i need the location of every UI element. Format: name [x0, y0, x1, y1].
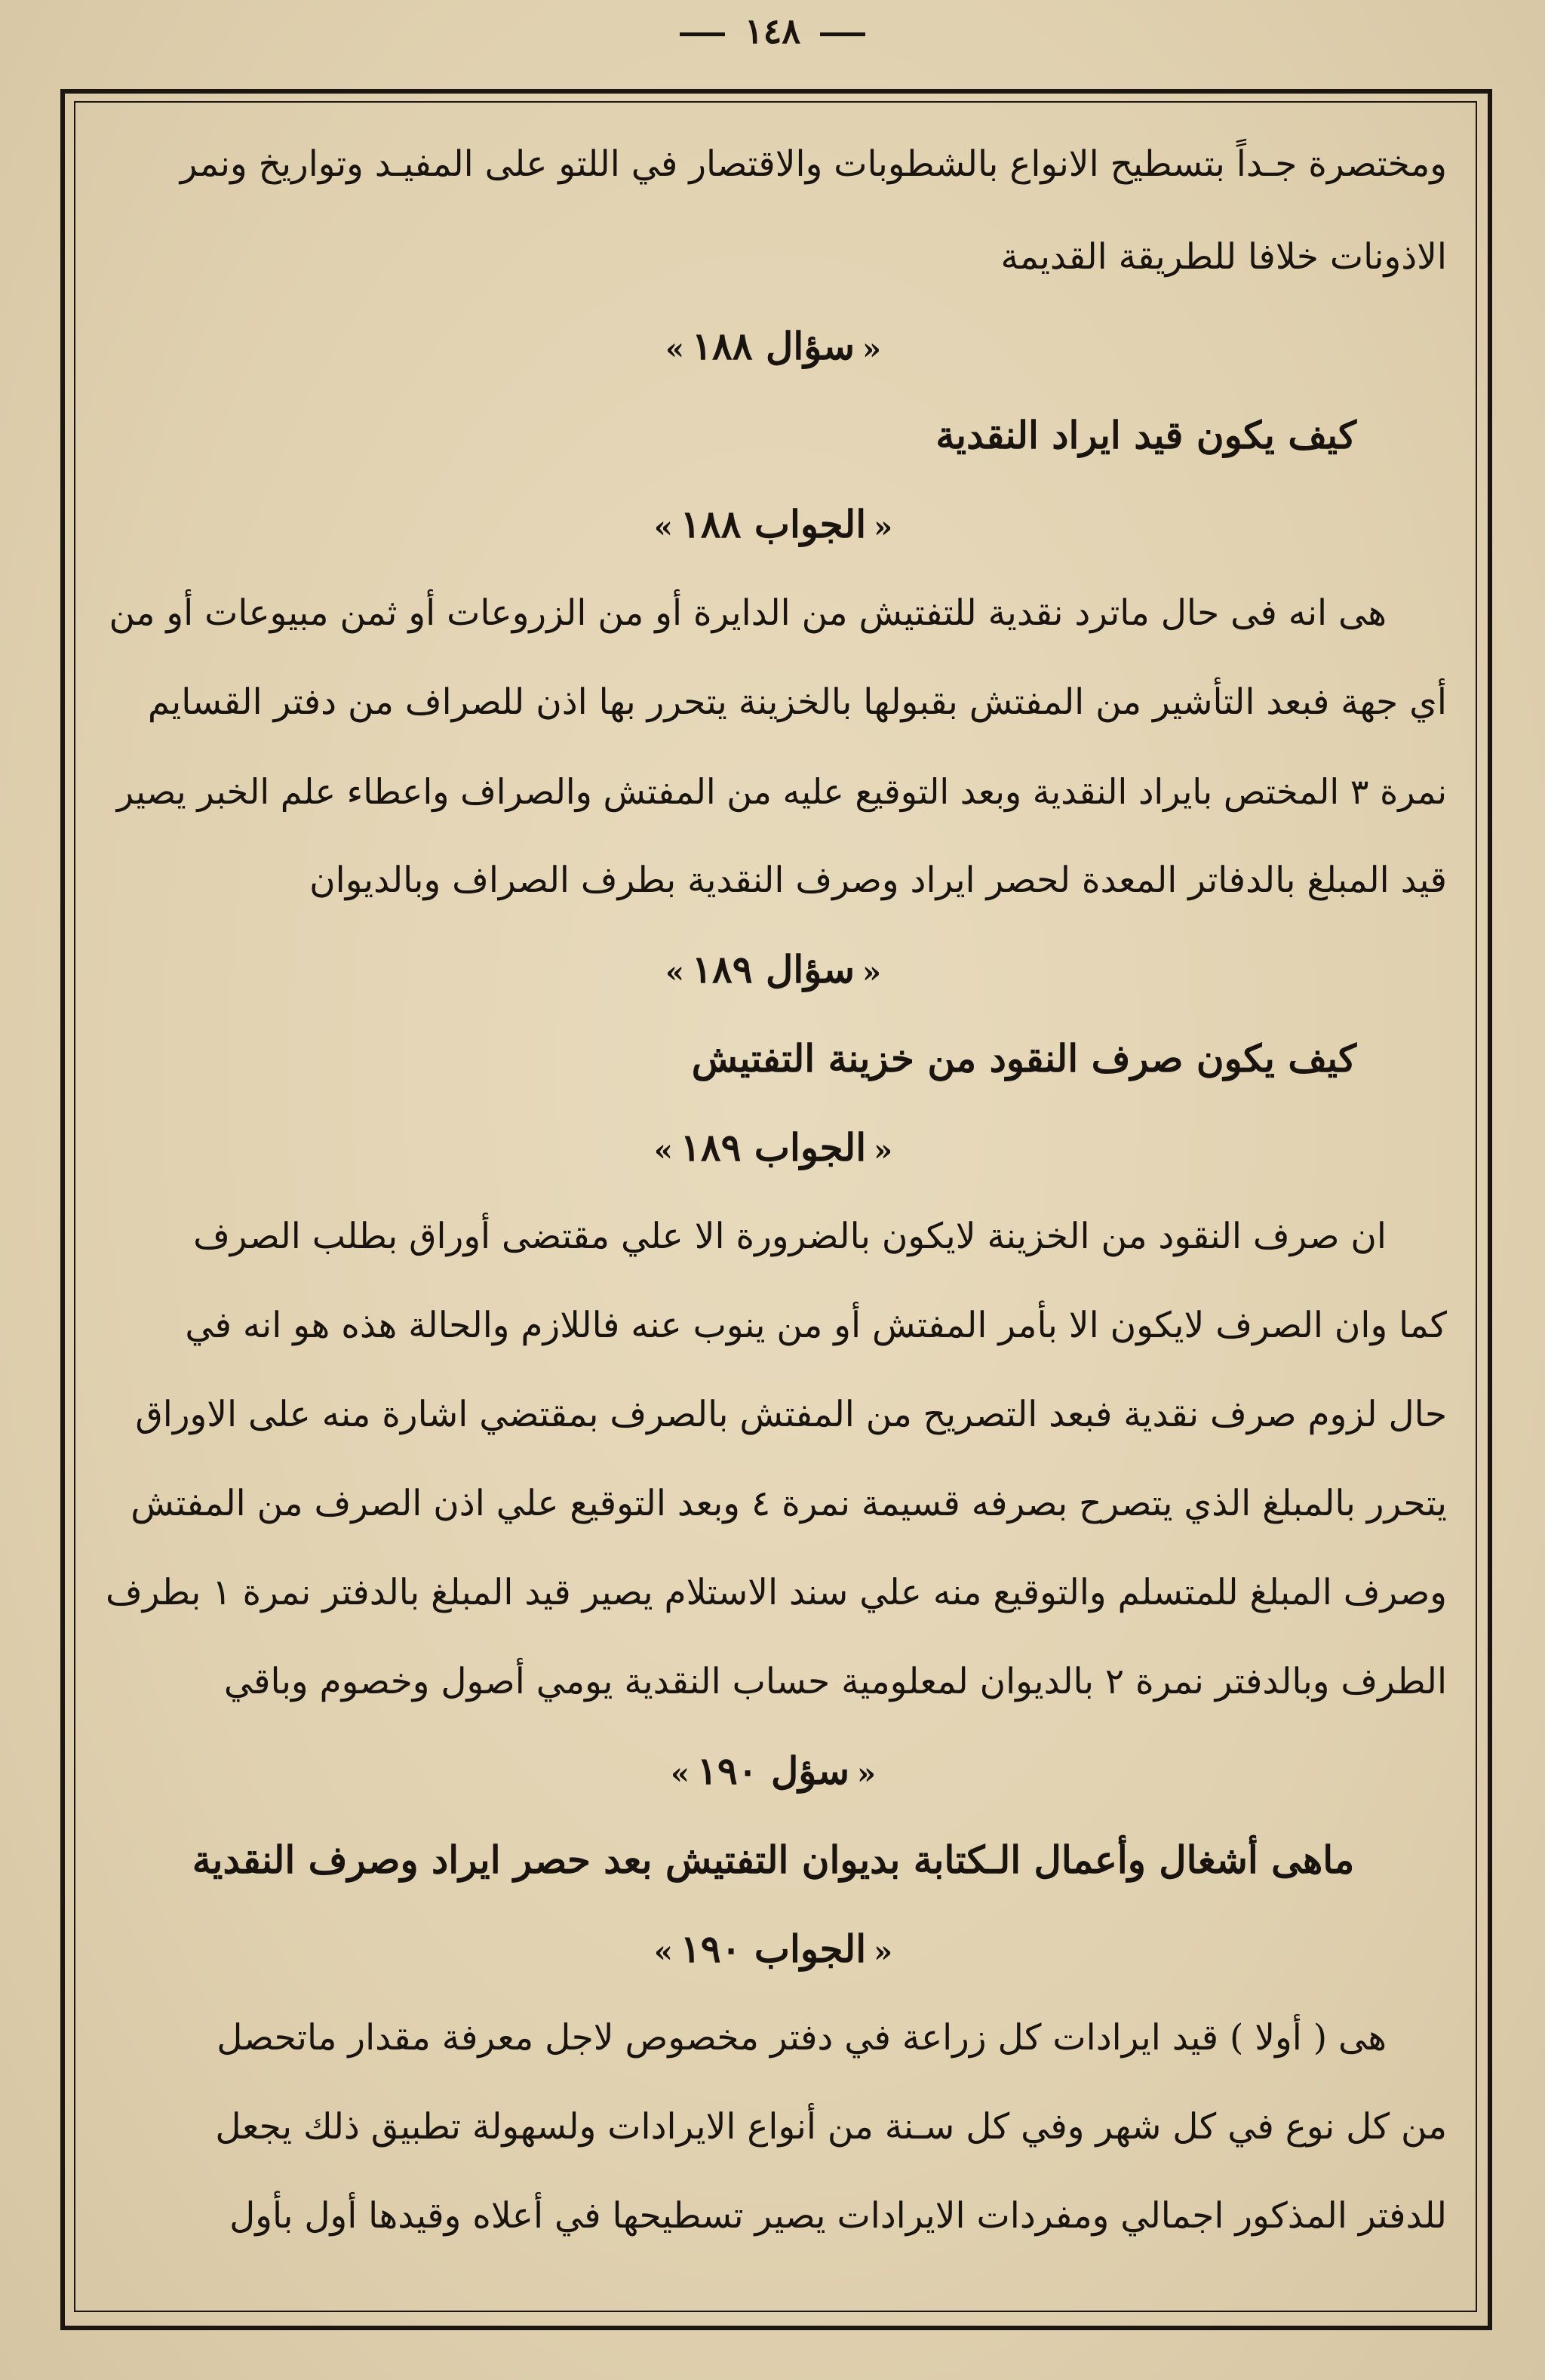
text-line: ومختصرة جـداً بتسطيح الانواع بالشطوبات والاقتصار في اللتو على المفيـد وتواريخ ونمر — [180, 143, 1447, 185]
question-190-text: ماهى أشغال وأعمال الـكتابة بديوان التفتيش بعد حصر ايراد وصرف النقدية — [192, 1837, 1355, 1882]
intro-paragraph — [100, 121, 1447, 302]
ornament-icon: « — [874, 1133, 893, 1168]
page-number-dash-left — [680, 32, 725, 36]
ornament-icon: » — [670, 1756, 690, 1791]
text-line: قيد المبلغ بالدفاتر المعدة لحصر ايراد وصرف النقدية بطرف الصراف وبالديوان — [309, 859, 1447, 901]
ornament-icon: « — [862, 955, 881, 990]
ornament-icon: « — [862, 331, 881, 367]
text-line: وصرف المبلغ للمتسلم والتوقيع منه علي سند الاستلام يصير قيد المبلغ بالدفتر نمرة ١ بطرف — [106, 1572, 1447, 1613]
ornament-icon: « — [874, 1934, 893, 1969]
text-line: هى انه فى حال ماترد نقدية للتفتيش من الدايرة أو من الزروعات أو ثمن مبيوعات أو من — [109, 592, 1387, 634]
answer-189-paragraph — [100, 1192, 1447, 1727]
ornament-icon: » — [653, 1133, 673, 1168]
ornament-icon: » — [665, 331, 685, 367]
answer-188-heading: «الجواب ١٨٨» — [653, 502, 893, 546]
question-189-text: كيف يكون صرف النقود من خزينة التفتيش — [691, 1036, 1356, 1081]
text-line: كما وان الصرف لايكون الا بأمر المفتش أو من ينوب عنه فاللازم والحالة هذه هو انه في — [185, 1305, 1447, 1346]
ornament-icon: « — [874, 509, 893, 545]
answer-190-paragraph — [100, 1994, 1447, 2261]
text-line: أي جهة فبعد التأشير من المفتش بقبولها بالخزينة يتحرر بها اذن للصراف من دفتر القسايم — [147, 681, 1447, 723]
ornament-icon: « — [857, 1756, 877, 1791]
answer-188-paragraph — [100, 569, 1447, 925]
text-line: للدفتر المذكور اجمالي ومفردات الايرادات يصير تسطيحها في أعلاه وقيدها أول بأول — [229, 2195, 1447, 2237]
answer-189-heading: «الجواب ١٨٩» — [653, 1125, 893, 1170]
text-line: الطرف وبالدفتر نمرة ٢ بالديوان لمعلومية حساب النقدية يومي أصول وخصوم وباقي — [223, 1661, 1447, 1702]
page-number-text: ١٤٨ — [744, 11, 801, 51]
page-body — [100, 121, 1447, 2294]
question-190-heading: «سؤل ١٩٠» — [670, 1748, 877, 1793]
text-line: نمرة ٣ المختص بايراد النقدية وبعد التوقيع عليه من المفتش والصراف واعطاء علم الخبر يصير — [116, 771, 1447, 812]
text-line: ان صرف النقود من الخزينة لايكون بالضرورة الا علي مقتضى أوراق بطلب الصرف — [193, 1216, 1387, 1257]
text-line: من كل نوع في كل شهر وفي كل سـنة من أنواع الايرادات ولسهولة تطبيق ذلك يجعل — [215, 2106, 1447, 2148]
ornament-icon: » — [653, 1934, 673, 1969]
question-188-text: كيف يكون قيد ايراد النقدية — [935, 413, 1356, 457]
page-number-dash-right — [820, 32, 865, 36]
ornament-icon: » — [653, 509, 673, 545]
text-line: هى ( أولا ) قيد ايرادات كل زراعة في دفتر مخصوص لاجل معرفة مقدار ماتحصل — [217, 2017, 1387, 2059]
ornament-icon: » — [665, 955, 685, 990]
text-line: الاذونات خلافا للطريقة القديمة — [1000, 236, 1447, 278]
text-line: حال لزوم صرف نقدية فبعد التصريح من المفتش بالصرف بمقتضي اشارة منه على الاوراق — [135, 1394, 1447, 1435]
question-189-heading: «سؤال ١٨٩» — [665, 947, 881, 992]
answer-190-heading: «الجواب ١٩٠» — [653, 1926, 893, 1971]
page-number — [0, 11, 1545, 51]
text-line: يتحرر بالمبلغ الذي يتصرح بصرفه قسيمة نمرة ٤ وبعد التوقيع علي اذن الصرف من المفتش — [131, 1483, 1447, 1524]
question-188-heading: «سؤال ١٨٨» — [665, 324, 881, 368]
